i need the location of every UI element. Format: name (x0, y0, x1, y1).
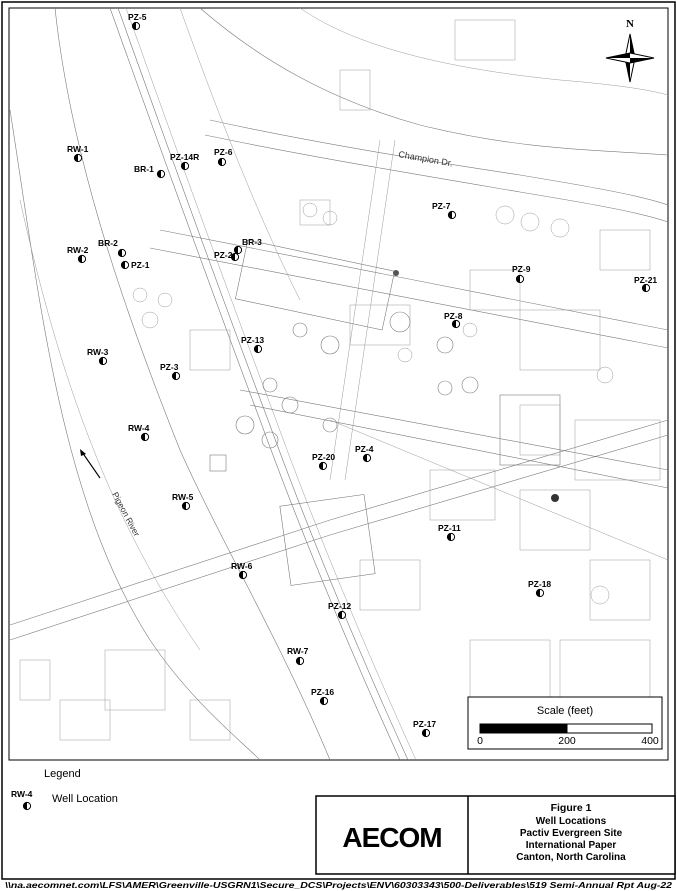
well-label: PZ-7 (432, 201, 451, 211)
well-br-2 (98, 238, 126, 257)
well-pz-18 (528, 579, 551, 597)
well-pz-1 (121, 260, 149, 270)
well-pz-11 (438, 523, 461, 541)
scale-title: Scale (feet) (536, 705, 594, 717)
well-pz-8 (444, 311, 463, 328)
well-rw-3 (87, 347, 109, 365)
well-label: PZ-11 (438, 523, 461, 533)
well-rw-4 (128, 423, 150, 441)
well-pz-12 (328, 601, 351, 619)
well-label: PZ-3 (160, 362, 179, 372)
well-label: PZ-17 (413, 719, 437, 729)
well-rw-2 (67, 245, 89, 263)
well-label: PZ-16 (311, 687, 335, 697)
well-markers (67, 12, 657, 737)
well-label: PZ-1 (131, 260, 150, 270)
river-label: Pigeon River (110, 490, 142, 538)
well-pz-5 (128, 12, 147, 30)
well-label: BR-1 (134, 164, 154, 174)
well-label: PZ-5 (128, 12, 147, 22)
north-label: N (626, 18, 634, 30)
well-label: RW-4 (128, 423, 150, 433)
well-label: RW-2 (67, 245, 89, 255)
scale-tick-0: 0 (477, 735, 483, 747)
well-label: PZ-13 (241, 335, 265, 345)
well-label: PZ-9 (512, 264, 531, 274)
well-rw-6 (231, 561, 253, 579)
well-label: RW-1 (67, 144, 89, 154)
figure-line-3: International Paper (525, 840, 617, 851)
well-label: RW-3 (87, 347, 109, 357)
figure-title: Figure 1 (550, 802, 592, 814)
aecom-logo: AECOM (342, 822, 442, 853)
well-br-1 (134, 164, 165, 178)
legend-item-label: Well Location (52, 793, 118, 805)
well-pz-7 (432, 201, 456, 219)
north-arrow (606, 18, 654, 82)
well-pz-6 (214, 147, 233, 166)
well-label: PZ-4 (355, 444, 374, 454)
well-pz-17 (413, 719, 436, 737)
well-label: PZ-6 (214, 147, 233, 157)
legend-title: Legend (44, 768, 81, 780)
street-label: Champion Dr. (397, 149, 454, 169)
scale-bar (468, 697, 662, 749)
well-pz-4 (355, 444, 374, 462)
well-label: RW-6 (231, 561, 253, 571)
well-pz-3 (160, 362, 180, 380)
well-rw-1 (67, 144, 89, 162)
well-pz-9 (512, 264, 531, 283)
well-label: PZ-8 (444, 311, 463, 321)
base-map-linework (10, 8, 668, 760)
river-flow-arrow (80, 449, 100, 478)
figure-line-1: Well Locations (535, 816, 607, 827)
file-path: \\na.aecomnet.com\LFS\AMER\Greenville-USGRN1\Secure_DCS\Projects\ENV\60303343\500-Deliverables\519 Semi-Annual Rpt Aug-22 (5, 880, 673, 890)
well-label: PZ-20 (312, 452, 336, 462)
well-label: RW-5 (172, 492, 194, 502)
well-rw-5 (172, 492, 194, 510)
scale-tick-400: 400 (641, 735, 659, 747)
well-pz-16 (311, 687, 334, 705)
well-label: PZ-14R (170, 152, 200, 162)
title-block (316, 796, 675, 874)
well-label: BR-3 (242, 237, 262, 247)
well-label: RW-7 (287, 646, 309, 656)
well-pz-21 (634, 275, 657, 292)
legend (11, 768, 118, 810)
well-label: PZ-18 (528, 579, 552, 589)
well-label: PZ-21 (634, 275, 658, 285)
well-label: PZ-12 (328, 601, 352, 611)
well-pz-13 (241, 335, 264, 353)
map-border (9, 8, 668, 760)
figure-line-4: Canton, North Carolina (516, 852, 626, 863)
well-pz-14r (170, 152, 199, 170)
well-label: BR-2 (98, 238, 118, 248)
figure-line-2: Pactiv Evergreen Site (519, 828, 623, 839)
well-label: PZ-2 (214, 250, 233, 260)
well-rw-7 (287, 646, 309, 665)
scale-tick-200: 200 (558, 735, 576, 747)
legend-symbol-label: RW-4 (11, 789, 33, 799)
legend-well-symbol (23, 802, 30, 809)
